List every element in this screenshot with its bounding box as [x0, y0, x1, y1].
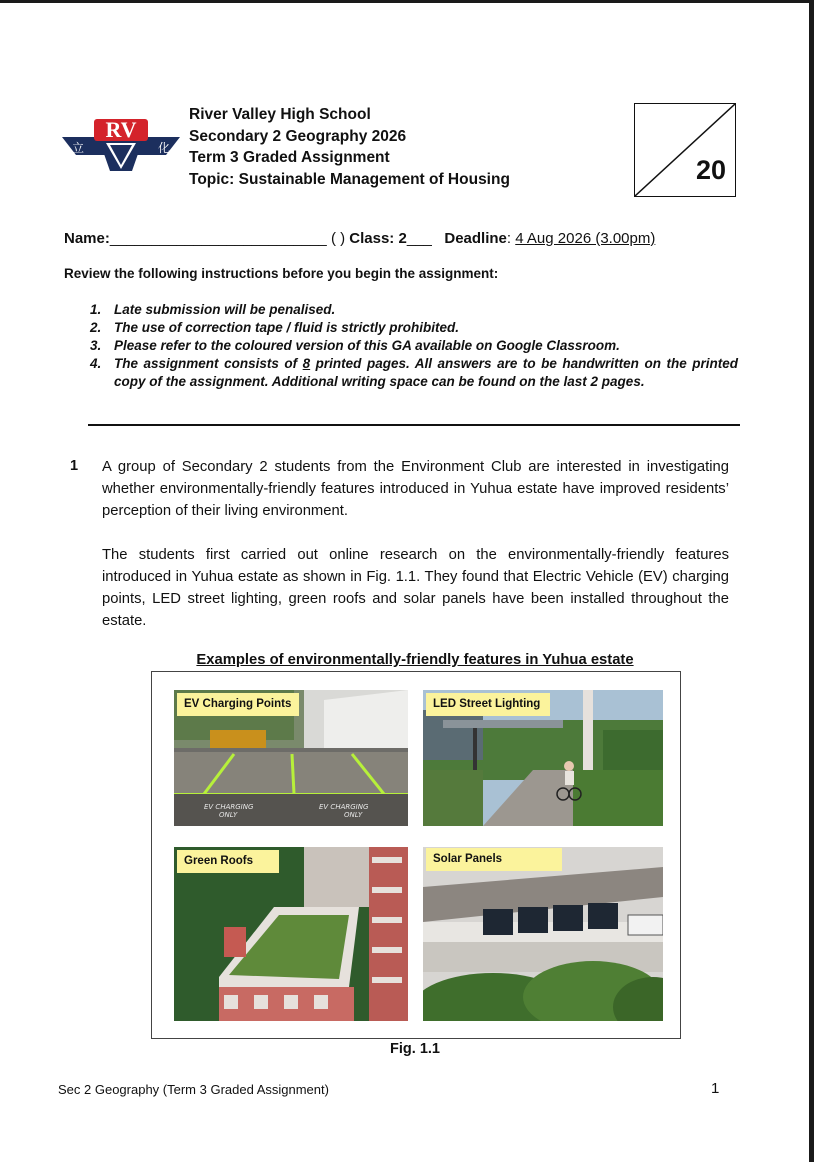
instruction-number: 2. — [90, 320, 102, 335]
instruction-item — [88, 319, 738, 337]
led-street-lighting-photo — [423, 690, 663, 826]
instruction-text: Please refer to the coloured version of this GA available on Google Classroom. — [114, 338, 620, 353]
photo-label: Solar Panels — [426, 848, 562, 871]
footer-text: Sec 2 Geography (Term 3 Graded Assignment) — [58, 1082, 329, 1097]
question-paragraph: A group of Secondary 2 students from the Environment Club are interested in investigating whether environmentally-friendly features introduced in Yuhua estate have improved residents’ perception of their living environment. — [102, 459, 729, 519]
topic-title: Topic: Sustainable Management of Housing — [189, 170, 510, 188]
instructions-heading: Review the following instructions before you begin the assignment: — [64, 266, 499, 281]
school-name: River Valley High School — [189, 106, 371, 123]
road-marking-text: ONLY — [344, 811, 363, 819]
instruction-number: 4. — [90, 356, 102, 371]
deadline-colon: : — [506, 230, 512, 247]
instruction-item — [88, 301, 738, 319]
green-roofs-photo — [174, 847, 408, 1021]
ev-charging-photo — [174, 690, 408, 826]
name-label: Name: — [64, 230, 110, 247]
name-blank[interactable]: __________________________ — [109, 230, 327, 247]
logo-right-char: 化 — [158, 141, 171, 155]
instruction-item — [88, 337, 738, 355]
road-marking-text: ONLY — [219, 811, 238, 819]
instruction-text: printed pages. All answers are to be handwritten on the printed copy of the assignment. Additional writing space can be found on the last 2 pages. — [114, 356, 738, 389]
instruction-number: 1. — [90, 302, 102, 317]
logo-left-char: 立 — [72, 141, 85, 155]
figure-caption: Fig. 1.1 — [390, 1041, 440, 1057]
instruction-text: The use of correction tape / fluid is strictly prohibited. — [114, 320, 460, 335]
road-marking-text: EV CHARGING — [204, 803, 254, 811]
figure-panel — [151, 671, 681, 1039]
photo-label: Green Roofs — [177, 850, 279, 873]
course-title: Secondary 2 Geography 2026 — [189, 127, 407, 145]
instruction-number: 3. — [90, 338, 102, 353]
student-details-row — [64, 230, 740, 247]
instruction-text: Late submission will be penalised. — [114, 302, 336, 317]
divider-line — [88, 424, 740, 426]
score-box — [634, 103, 736, 197]
solar-panels-photo — [423, 847, 663, 1021]
deadline-value: 4 Aug 2026 (3.00pm) — [515, 230, 656, 247]
assignment-title: Term 3 Graded Assignment — [189, 149, 390, 166]
question-paragraph: The students first carried out online research on the environmentally-friendly features introduced in Yuhua estate as shown in Fig. 1.1. They found that Electric Vehicle (EV) charging points, LED street lighting, green roofs and solar panels have been installed throughout the estate. — [102, 547, 729, 629]
logo-letters: RV — [105, 117, 137, 142]
road-marking-text: EV CHARGING — [319, 803, 369, 811]
instruction-text: The assignment consists of — [114, 356, 303, 371]
page-frame-right — [809, 0, 814, 1162]
photo-label: LED Street Lighting — [426, 693, 550, 716]
question-number: 1 — [70, 458, 79, 474]
school-header — [189, 104, 510, 190]
deadline-label: Deadline — [444, 230, 507, 247]
photo-label: EV Charging Points — [177, 693, 299, 716]
instruction-item — [88, 355, 738, 391]
class-blank[interactable]: ___ — [406, 230, 432, 247]
page-frame-top — [0, 0, 814, 3]
page-count: 8 — [302, 356, 311, 371]
page-number: 1 — [711, 1080, 720, 1097]
class-label: Class: 2 — [349, 230, 407, 247]
score-total: 20 — [695, 155, 726, 185]
register-number-blank[interactable]: ( ) — [330, 230, 346, 247]
school-crest-icon — [62, 117, 180, 173]
figure-title: Examples of environmentally-friendly features in Yuhua estate — [196, 652, 634, 668]
instructions-list — [88, 301, 738, 391]
